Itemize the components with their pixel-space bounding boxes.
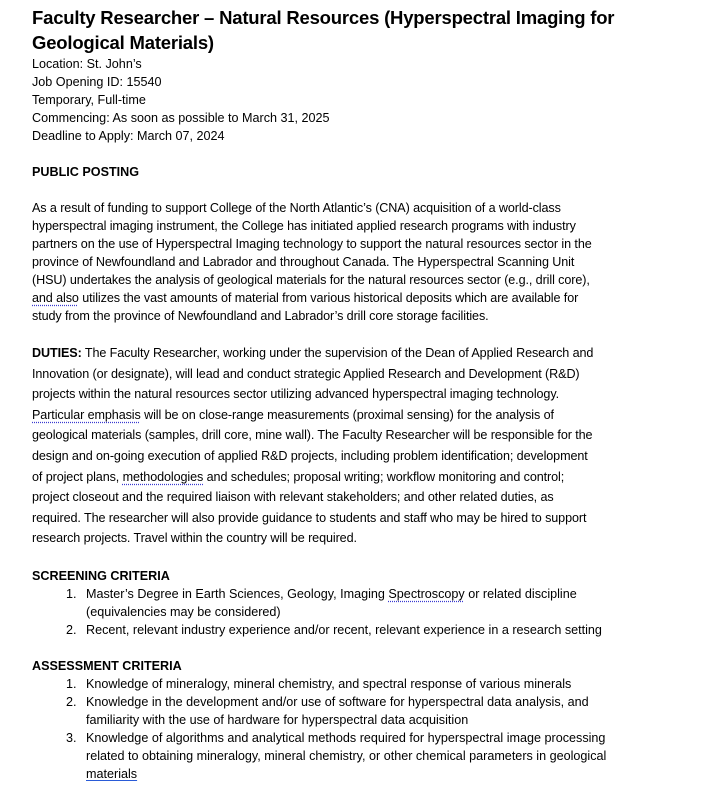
employment-type: Temporary, Full-time [32, 93, 146, 107]
screening-criteria-list [32, 585, 704, 639]
list-item: 2. Knowledge in the development and/or use of software for hyperspectral data analysis, and familiarity with the use of hardware for hyperspectral data acquisition [80, 693, 704, 729]
list-item: 2. Recent, relevant industry experience and/or recent, relevant experience in a research setting [80, 621, 704, 639]
job-title-line-2: Geological Materials) [32, 32, 214, 53]
text-line: As a result of funding to support College of the North Atlantic’s (CNA) acquisition of a world-class [32, 201, 561, 215]
list-item: 1. Master’s Degree in Earth Sciences, Geology, Imaging Spectroscopy or related discipline (equivalencies may be considered) [80, 585, 704, 621]
grammar-flagged-text[interactable]: methodologies [122, 469, 204, 484]
duties-label: DUTIES: [32, 346, 82, 360]
list-item: 3. Knowledge of algorithms and analytical methods required for hyperspectral image processing related to obtaining mineralogy, mineral chemistry, or other chemical parameters in geological materials [80, 729, 704, 783]
location: Location: St. John’s [32, 57, 142, 71]
job-title-line-1: Faculty Researcher – Natural Resources (Hyperspectral Imaging for [32, 7, 615, 28]
grammar-flagged-text[interactable]: Spectroscopy [388, 586, 465, 601]
screening-criteria-heading: SCREENING CRITERIA [32, 568, 170, 583]
job-opening-id: Job Opening ID: 15540 [32, 75, 162, 89]
application-deadline: Deadline to Apply: March 07, 2024 [32, 129, 225, 143]
public-posting-heading: PUBLIC POSTING [32, 165, 140, 179]
assessment-criteria-heading: ASSESSMENT CRITERIA [32, 658, 182, 673]
list-item: 1. Knowledge of mineralogy, mineral chemistry, and spectral response of various minerals [80, 675, 704, 693]
text-line: hyperspectral imaging instrument, the College has initiated applied research programs with industry [32, 219, 576, 233]
job-meta [32, 55, 704, 145]
text-line: and also utilizes the vast amounts of material from various historical deposits which are available for [32, 291, 579, 305]
underlined-word[interactable]: materials [86, 766, 138, 781]
assessment-criteria-list [32, 675, 704, 783]
duties-paragraph: DUTIES: The Faculty Researcher, working under the supervision of the Dean of Applied Research and Innovation (or designate), will lead and conduct strategic Applied Research and Development (R&D) projects within the natural resources sector utilizing advanced hyperspectral imaging technology. Particular emphasis will be on close-range measurements (proximal sensing) for the analysis of geological materials (samples, drill core, mine wall). The Faculty Researcher will be responsible for the design and on-going execution of applied R&D projects, including problem identification; development of project plans, methodologies and schedules; proposal writing; workflow monitoring and control; project closeout and the required liaison with relevant stakeholders; and other related duties, as required. The researcher will also provide guidance to students and staff who may be hired to support research projects. Travel within the country will be required. [32, 346, 594, 546]
job-title [32, 5, 704, 55]
commencing-date: Commencing: As soon as possible to March 31, 2025 [32, 111, 330, 125]
public-posting-paragraph [32, 199, 704, 325]
text-line: province of Newfoundland and Labrador and throughout Canada. The Hyperspectral Scanning Unit [32, 255, 575, 269]
grammar-flagged-text[interactable]: and also [32, 291, 79, 305]
text-line: study from the province of Newfoundland and Labrador’s drill core storage facilities. [32, 309, 489, 323]
grammar-flagged-text[interactable]: Particular emphasis [32, 407, 141, 422]
text-line: (HSU) undertakes the analysis of geological materials for the natural resources sector (e.g., drill core), [32, 273, 590, 287]
text-line: partners on the use of Hyperspectral Imaging technology to support the natural resources sector in the [32, 237, 592, 251]
